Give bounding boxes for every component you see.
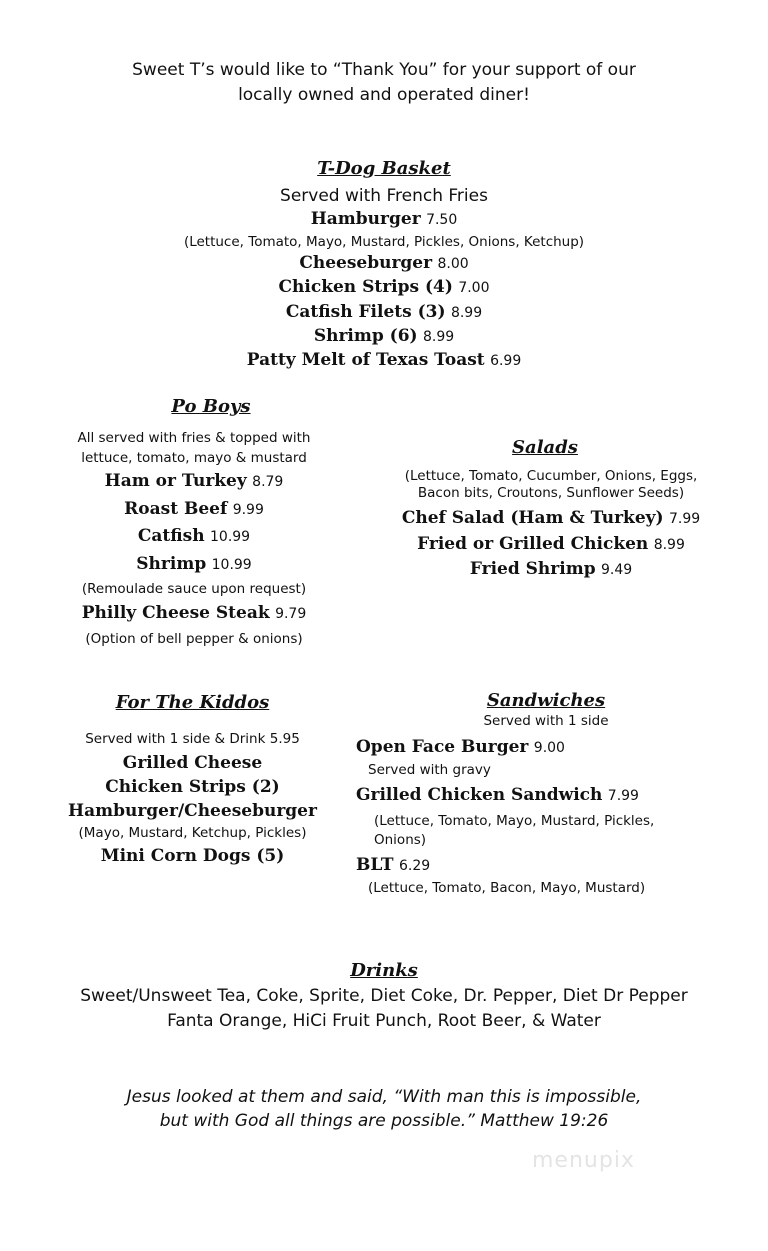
- drinks-heading: Drinks: [350, 960, 418, 981]
- menu-item: [0, 301, 768, 325]
- item-name: Fried or Grilled Chicken: [417, 533, 649, 554]
- blt-note: (Lettuce, Tomato, Bacon, Mayo, Mustard): [368, 880, 646, 896]
- salads-desc: (Lettuce, Tomato, Cucumber, Onions, Eggs, Bacon bits, Croutons, Sunflower Seeds): [404, 468, 698, 501]
- salads-section: [396, 468, 706, 583]
- menu-item: [44, 523, 344, 551]
- menupix-watermark: menupix: [532, 1148, 635, 1173]
- poboys-heading: Po Boys: [171, 396, 251, 417]
- intro-line-1: Sweet T’s would like to “Thank You” for your support of our: [132, 60, 636, 80]
- menu-item: [356, 852, 726, 880]
- kids-section: [40, 728, 345, 868]
- item-name: Roast Beef: [124, 498, 228, 519]
- kids-desc: Served with 1 side & Drink 5.95: [85, 731, 300, 747]
- salads-heading: Salads: [512, 437, 578, 458]
- item-price: 9.79: [275, 606, 307, 622]
- menu-item: [44, 551, 344, 579]
- poboys-note-1: (Remoulade sauce upon request): [81, 581, 307, 597]
- item-price: 7.99: [607, 788, 639, 804]
- menu-item: [0, 276, 768, 300]
- bible-quote: [0, 1085, 768, 1133]
- quote-line-2: but with God all things are possible.” Matthew 19:26: [159, 1111, 609, 1131]
- item-price: 7.00: [458, 280, 490, 297]
- item-name: Fried Shrimp: [469, 559, 596, 579]
- item-name: Shrimp (6): [313, 325, 418, 346]
- item-name: Philly Cheese Steak: [81, 603, 270, 623]
- kids-item: Hamburger/Cheeseburger: [68, 801, 317, 821]
- item-price: 7.99: [668, 511, 701, 527]
- item-name: Grilled Chicken Sandwich: [356, 785, 603, 805]
- item-price: 10.99: [210, 529, 251, 545]
- item-name: Cheeseburger: [299, 253, 433, 274]
- menu-item: [396, 506, 706, 532]
- tdog-heading: T-Dog Basket: [317, 158, 451, 179]
- kids-heading-wrap: [80, 692, 305, 713]
- menu-item: [0, 252, 768, 276]
- item-price: 8.79: [252, 474, 284, 490]
- item-price: 8.00: [437, 256, 469, 273]
- item-name: Patty Melt of Texas Toast: [246, 350, 485, 371]
- kids-note: (Mayo, Mustard, Ketchup, Pickles): [78, 825, 307, 841]
- poboys-section: [44, 428, 344, 650]
- item-price: 10.99: [211, 556, 252, 573]
- menu-item: [356, 782, 726, 810]
- item-price: 7.50: [426, 212, 458, 228]
- item-name: Catfish: [137, 526, 205, 546]
- poboys-desc-2: lettuce, tomato, mayo & mustard: [81, 450, 307, 466]
- open-face-note: Served with gravy: [368, 762, 491, 778]
- item-note: (Lettuce, Tomato, Mayo, Mustard, Pickles, Onions, Ketchup): [183, 234, 585, 251]
- intro-text: [0, 58, 768, 108]
- item-price: 8.99: [423, 328, 455, 345]
- item-price: 8.99: [653, 536, 685, 553]
- item-name: Hamburger: [310, 209, 421, 229]
- drinks-section: [0, 958, 768, 1034]
- kids-item: Chicken Strips (2): [105, 777, 280, 797]
- item-name: Open Face Burger: [356, 737, 529, 757]
- sandwiches-section: [356, 734, 726, 896]
- menu-item: [0, 349, 768, 373]
- item-name: BLT: [356, 855, 394, 875]
- item-price: 9.00: [533, 740, 565, 756]
- poboys-note-2: (Option of bell pepper & onions): [85, 630, 303, 647]
- kids-item: Grilled Cheese: [122, 753, 263, 773]
- drinks-line-2: Fanta Orange, HiCi Fruit Punch, Root Beer, & Water: [167, 1011, 601, 1031]
- menu-item: [356, 734, 726, 762]
- tdog-subtitle: Served with French Fries: [280, 186, 488, 206]
- sandwiches-heading: Sandwiches: [486, 690, 606, 711]
- menu-item: [396, 557, 706, 583]
- item-name: Chicken Strips (4): [278, 277, 453, 298]
- sandwiches-subtitle: Served with 1 side: [483, 713, 609, 729]
- salads-heading-wrap: [440, 437, 650, 458]
- intro-line-2: locally owned and operated diner!: [238, 85, 530, 105]
- tdog-basket-section: [0, 154, 768, 373]
- kids-item: Mini Corn Dogs (5): [100, 846, 285, 866]
- drinks-line-1: Sweet/Unsweet Tea, Coke, Sprite, Diet Coke, Dr. Pepper, Diet Dr Pepper: [80, 986, 688, 1006]
- item-price: 9.99: [232, 501, 264, 518]
- item-name: Ham or Turkey: [104, 471, 247, 491]
- menu-item: [44, 468, 344, 496]
- item-name: Catfish Filets (3): [285, 301, 446, 322]
- menu-item: [44, 600, 344, 628]
- menu-item: [0, 325, 768, 349]
- menu-item: [44, 496, 344, 524]
- item-price: 6.29: [399, 858, 431, 874]
- kids-heading: For The Kiddos: [115, 692, 270, 713]
- grilled-note: (Lettuce, Tomato, Mayo, Mustard, Pickles, Onions): [374, 813, 655, 848]
- item-name: Chef Salad (Ham & Turkey): [401, 508, 664, 528]
- menu-item: [0, 208, 768, 232]
- item-price: 9.49: [600, 562, 633, 578]
- menu-item: [396, 532, 706, 558]
- quote-line-1: Jesus looked at them and said, “With man this is impossible,: [126, 1087, 642, 1107]
- sandwiches-heading-wrap: [456, 690, 636, 711]
- item-name: Shrimp: [136, 553, 207, 574]
- item-price: 6.99: [490, 353, 522, 370]
- item-price: 8.99: [450, 304, 483, 321]
- poboys-desc-1: All served with fries & topped with: [77, 430, 311, 446]
- poboys-heading-wrap: [96, 396, 326, 417]
